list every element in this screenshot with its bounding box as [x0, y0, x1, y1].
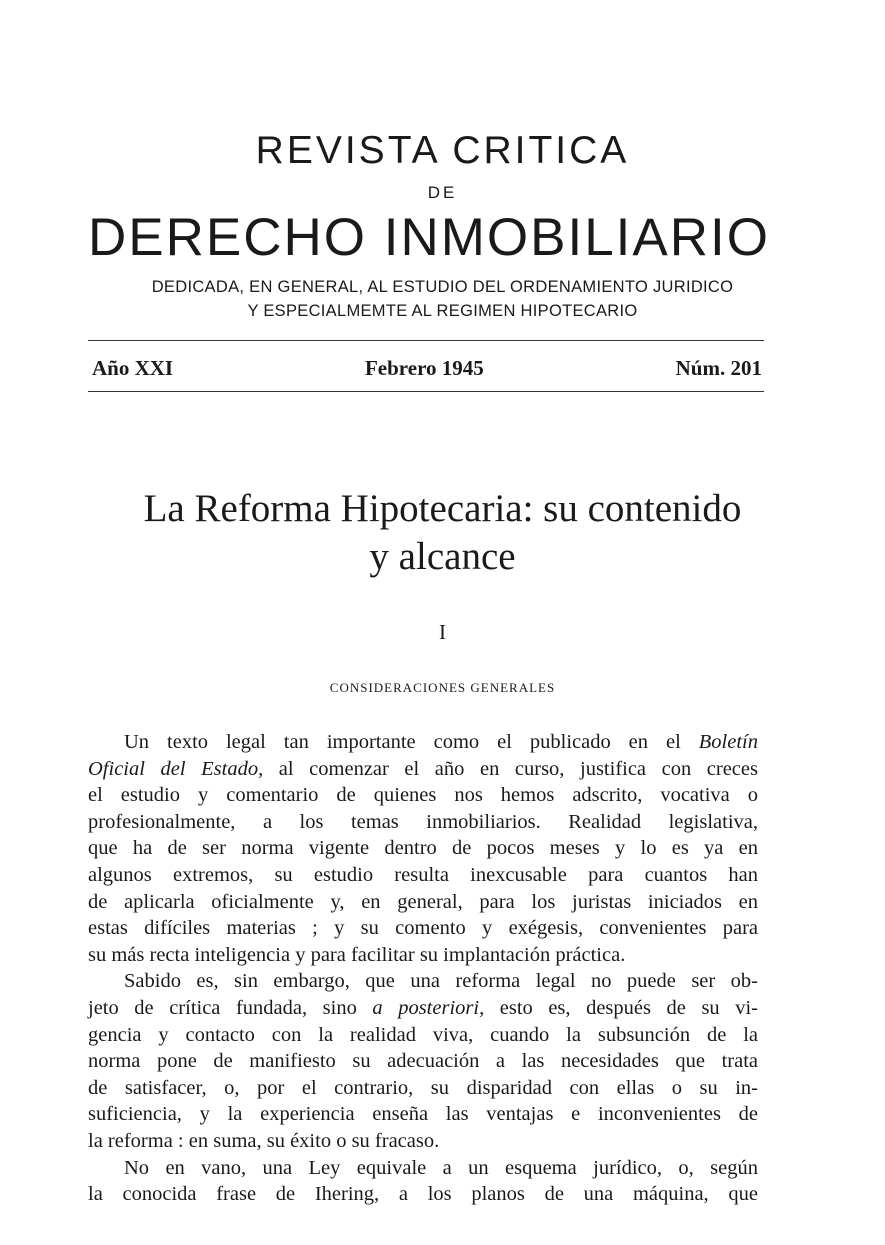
body-line [88, 1182, 758, 1206]
italic-text: Boletín [698, 731, 758, 753]
body-line [88, 836, 758, 860]
issue-number: Núm. 201 [675, 356, 762, 380]
issue-year: Año XXI [92, 356, 174, 380]
text: gencia y contacto con la realidad viva, cuando la subsunción de la [88, 1023, 758, 1046]
text: su más recta inteligencia y para facilitar su implantación práctica. [88, 943, 626, 966]
body-line [88, 916, 758, 940]
text: No en vano, una Ley equivale a un esquema jurídico, o, según [124, 1156, 758, 1179]
text: que ha de ser norma vigente dentro de pocos meses y lo es ya en [88, 837, 758, 860]
body-line [88, 996, 758, 1020]
text: al comenzar el año en curso, justifica con creces [263, 757, 758, 780]
text: esto es, después de su vi- [484, 997, 758, 1019]
text: el estudio y comentario de quienes nos hemos adscrito, vocativa o [88, 784, 758, 807]
body-line [88, 943, 758, 967]
text: jeto de crítica fundada, sino [88, 997, 373, 1019]
text: norma pone de manifiesto su adecuación a las necesidades que trata [88, 1050, 758, 1073]
article-title-line1: La Reforma Hipotecaria: su contenido [143, 487, 742, 530]
text: estas difíciles materias ; y su comento y exégesis, convenientes para [88, 917, 758, 940]
body-line [88, 890, 758, 914]
body-line [124, 730, 758, 754]
journal-title-main: DERECHO INMOBILIARIO [88, 208, 770, 267]
article-title-line2: y alcance [369, 535, 516, 578]
section-numeral: I [439, 620, 446, 644]
body-line [88, 757, 758, 781]
body-line [124, 1156, 758, 1180]
text: profesionalmente, a los temas inmobiliarios. Realidad legislativa, [88, 810, 758, 833]
text: la conocida frase de Ihering, a los planos de una máquina, que [88, 1183, 758, 1206]
text: Un texto legal tan importante como el publicado en el [124, 731, 699, 753]
section-title: CONSIDERACIONES GENERALES [329, 680, 556, 695]
body-line [88, 1076, 758, 1100]
body-line [124, 969, 758, 993]
divider-top [88, 340, 764, 341]
italic-text: a posteriori, [372, 997, 485, 1019]
divider-bottom [88, 391, 764, 392]
body-line [88, 1023, 758, 1047]
text: la reforma : en suma, su éxito o su fracaso. [88, 1130, 440, 1152]
body-line [88, 1129, 758, 1153]
body-line [88, 863, 758, 887]
issue-info [92, 356, 762, 380]
body-line [88, 810, 758, 834]
italic-text: Oficial del Estado, [88, 757, 264, 780]
text: de aplicarla oficialmente y, en general, para los juristas iniciados en [88, 890, 758, 913]
issue-date: Febrero 1945 [364, 356, 484, 380]
text: de satisfacer, o, por el contrario, su disparidad con ellas o su in- [88, 1076, 758, 1099]
body-line [88, 1049, 758, 1073]
journal-title-de: DE [427, 183, 458, 202]
body-line [88, 1102, 758, 1126]
journal-subtitle-1: DEDICADA, EN GENERAL, AL ESTUDIO DEL ORDENAMIENTO JURIDICO [151, 278, 734, 296]
text: Sabido es, sin embargo, que una reforma legal no puede ser ob- [124, 970, 758, 993]
text: suficiencia, y la experiencia enseña las ventajas e inconvenientes de [88, 1103, 758, 1126]
journal-title: REVISTA CRITICA [255, 129, 630, 172]
journal-subtitle-2: Y ESPECIALMEMTE AL REGIMEN HIPOTECARIO [247, 302, 638, 320]
body-line [88, 783, 758, 807]
text: algunos extremos, su estudio resulta inexcusable para cuantos han [88, 864, 758, 886]
